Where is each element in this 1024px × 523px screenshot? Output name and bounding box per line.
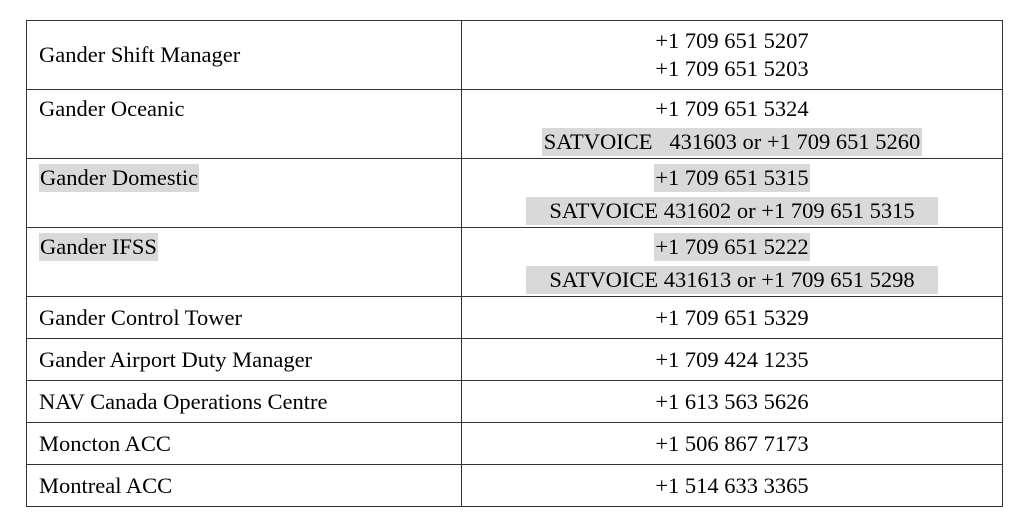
phone-number: +1 709 651 5203 (655, 56, 809, 81)
phone-cell (462, 21, 1003, 90)
table-row (27, 90, 1003, 159)
table-row (27, 297, 1003, 339)
contact-name-cell (27, 381, 462, 423)
table-row (27, 339, 1003, 381)
phone-cell (462, 339, 1003, 381)
contact-name-cell (27, 228, 462, 297)
phone-cell (462, 159, 1003, 228)
phone-cell (462, 423, 1003, 465)
phone-number: +1 613 563 5626 (655, 388, 809, 414)
contact-name: Gander Airport Duty Manager (39, 346, 313, 372)
phone-number: +1 709 651 5222 (655, 234, 809, 259)
phone-number: +1 709 651 5315 (655, 165, 809, 190)
contact-name: Gander Shift Manager (39, 42, 241, 67)
table-row (27, 465, 1003, 507)
contact-table (26, 20, 1003, 507)
table-row (27, 381, 1003, 423)
table-row (27, 159, 1003, 228)
phone-number: +1 506 867 7173 (655, 430, 809, 456)
satvoice-number: SATVOICE 431602 or +1 709 651 5315 (526, 197, 938, 225)
satvoice-number: SATVOICE 431613 or +1 709 651 5298 (526, 266, 938, 294)
table-row (27, 228, 1003, 297)
contact-name-cell (27, 90, 462, 159)
contact-name: Montreal ACC (39, 472, 173, 498)
contact-name-cell (27, 423, 462, 465)
contact-name-cell (27, 297, 462, 339)
contact-name-cell (27, 465, 462, 507)
contact-name: Moncton ACC (39, 430, 171, 456)
satvoice-number: SATVOICE 431603 or +1 709 651 5260 (543, 129, 921, 154)
phone-cell (462, 381, 1003, 423)
phone-cell (462, 228, 1003, 297)
phone-number: +1 709 424 1235 (655, 346, 809, 372)
contact-name-cell (27, 21, 462, 90)
contact-name: NAV Canada Operations Centre (39, 388, 328, 414)
contact-name: Gander Control Tower (39, 304, 242, 330)
phone-cell (462, 297, 1003, 339)
contact-name-cell (27, 339, 462, 381)
phone-cell (462, 465, 1003, 507)
phone-number: +1 514 633 3365 (655, 472, 809, 498)
phone-number: +1 709 651 5324 (655, 96, 809, 121)
table-row (27, 423, 1003, 465)
contact-name: Gander Domestic (40, 165, 199, 190)
phone-number: +1 709 651 5207 (655, 28, 809, 53)
contact-name: Gander Oceanic (39, 96, 185, 121)
phone-cell (462, 90, 1003, 159)
phone-number: +1 709 651 5329 (655, 304, 809, 330)
contact-name-cell (27, 159, 462, 228)
contact-name: Gander IFSS (40, 234, 157, 259)
table-row (27, 21, 1003, 90)
